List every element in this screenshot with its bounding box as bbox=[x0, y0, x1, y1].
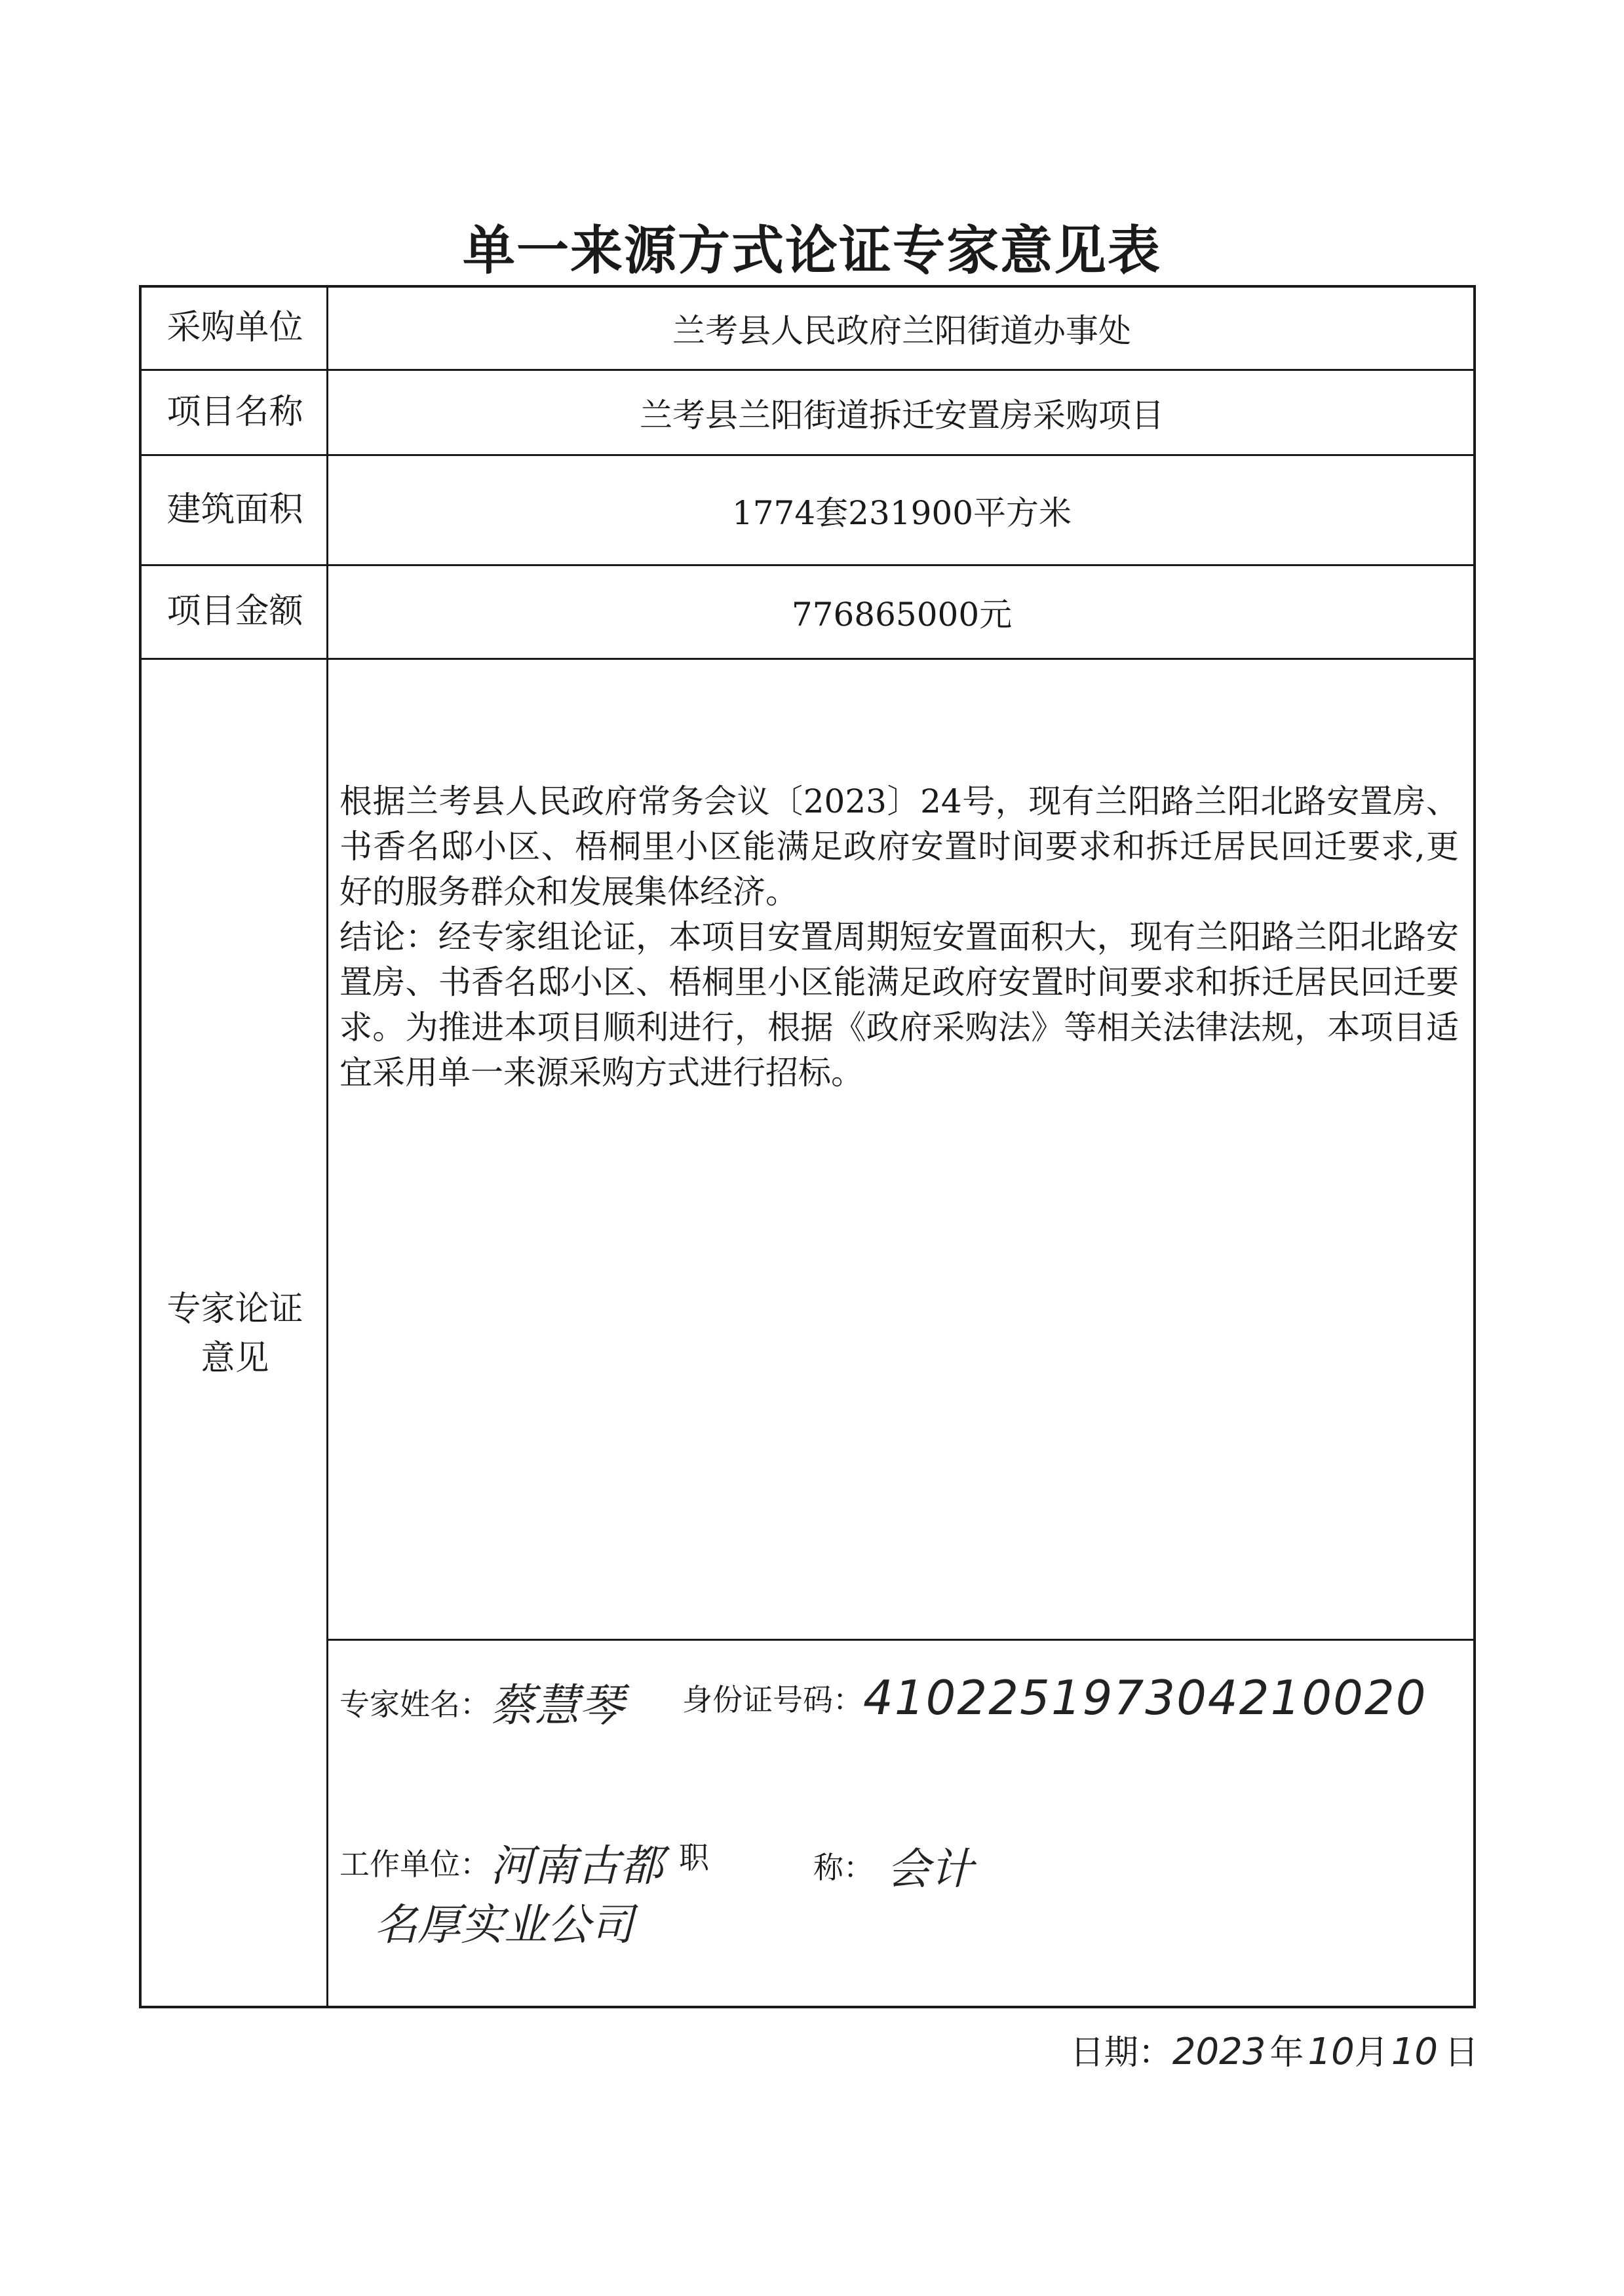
date-month-unit: 月 bbox=[1354, 2033, 1389, 2073]
building-area-value: 1774套231900平方米 bbox=[731, 493, 1072, 532]
project-name-value: 兰考县兰阳街道拆迁安置房采购项目 bbox=[640, 396, 1164, 434]
project-amount-value: 776865000元 bbox=[791, 596, 1013, 634]
expert-opinion-label-line2: 意见 bbox=[201, 1339, 269, 1378]
expert-opinion-text bbox=[339, 779, 1459, 1096]
id-number-row bbox=[682, 1670, 1427, 1725]
id-number-value: 410225197304210020 bbox=[863, 1670, 1427, 1725]
job-title-label-2: 称： bbox=[813, 1849, 874, 1885]
page-title: 单一来源方式论证专家意见表 bbox=[463, 220, 1161, 281]
project-name-label: 项目名称 bbox=[166, 392, 303, 432]
purchaser-value: 兰考县人民政府兰阳街道办事处 bbox=[672, 312, 1131, 350]
job-title-label-1: 职 bbox=[679, 1840, 709, 1875]
building-area-label: 建筑面积 bbox=[166, 489, 303, 529]
work-unit-row bbox=[339, 1831, 663, 1893]
expert-name-signature: 蔡慧琴 bbox=[490, 1680, 625, 1732]
work-unit-label: 工作单位： bbox=[339, 1846, 490, 1882]
date-row bbox=[1070, 2025, 1479, 2074]
job-title-row bbox=[813, 1834, 973, 1896]
signature-divider bbox=[328, 1639, 1473, 1641]
row-divider bbox=[142, 658, 1473, 660]
date-year: 2023 bbox=[1172, 2031, 1266, 2073]
project-amount-label: 项目金额 bbox=[166, 592, 303, 632]
opinion-paragraph-2: 结论：经专家组论证，本项目安置周期短安置面积大，现有兰阳路兰阳北路安置房、书香名邸小区、梧桐里小区能满足政府安置时间要求和拆迁居民回迁要求。为推进本项目顺利进行，根据《政府采购法》等相关法律法规，本项目适宜采用单一来源采购方式进行招标。 bbox=[339, 918, 1459, 1092]
date-day: 10 bbox=[1391, 2031, 1438, 2073]
date-label: 日期： bbox=[1070, 2033, 1172, 2073]
date-day-unit: 日 bbox=[1444, 2033, 1479, 2073]
expert-name-row bbox=[339, 1670, 624, 1734]
job-title-value: 会计 bbox=[887, 1844, 973, 1894]
expert-opinion-label bbox=[142, 660, 328, 2008]
opinion-paragraph-1: 根据兰考县人民政府常务会议〔2023〕24号，现有兰阳路兰阳北路安置房、书香名邸小区、梧桐里小区能满足政府安置时间要求和拆迁居民回迁要求,更好的服务群众和发展集体经济。 bbox=[339, 782, 1459, 911]
expert-opinion-label-line1: 专家论证 bbox=[166, 1289, 303, 1329]
expert-name-label: 专家姓名： bbox=[339, 1686, 490, 1722]
work-unit-row-2 bbox=[374, 1890, 634, 1952]
date-year-unit: 年 bbox=[1269, 2033, 1304, 2073]
work-unit-value-line1: 河南古都 bbox=[490, 1841, 663, 1891]
opinion-table bbox=[139, 285, 1476, 2008]
date-month: 10 bbox=[1307, 2031, 1355, 2073]
id-number-label: 身份证号码： bbox=[682, 1682, 863, 1717]
work-unit-value-line2: 名厚实业公司 bbox=[374, 1900, 634, 1950]
purchaser-label: 采购单位 bbox=[166, 308, 303, 348]
